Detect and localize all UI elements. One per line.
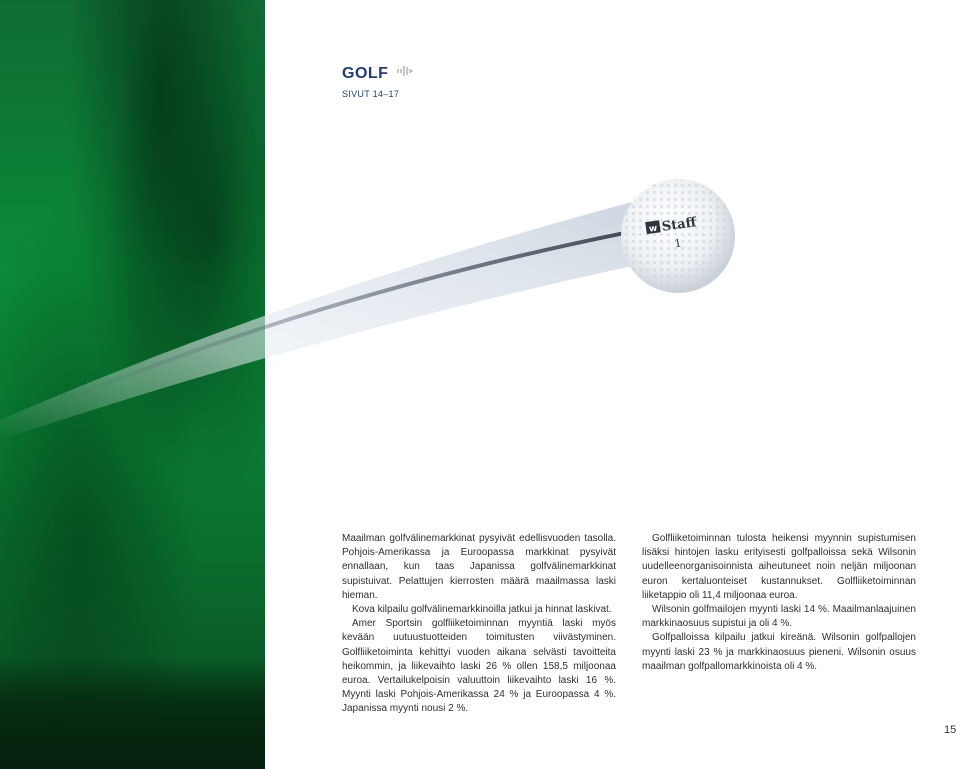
section-header — [342, 64, 413, 99]
svg-text:1: 1 — [673, 236, 683, 251]
paragraph: Golfpalloissa kilpailu jatkui kireänä. Wilsonin golfpallojen myynti laski 23 % ja markkinaosuus pieneni. Wilsonin osuus maailman golfpallomarkkinoista oli 4 %. — [642, 632, 916, 672]
paragraph: Golfliiketoiminnan tulosta heikensi myynnin supistumisen lisäksi hintojen lasku erityisesti golfpalloissa sekä Wilsonin uudelleenorganisoinnista aiheutuneet noin neljän miljoonan euron kertaluonteiset kustannukset. Golfliiketoiminnan liiketappio oli 11,4 miljoonaa euroa. — [642, 533, 916, 601]
arrow-right-icon — [397, 64, 413, 83]
motion-trail — [0, 200, 660, 440]
paragraph: Wilsonin golfmailojen myynti laski 14 %. Maailmanlaajuinen markkinaosuus supistui ja oli 4 %. — [642, 604, 916, 630]
right-text-column — [642, 532, 916, 674]
paragraph: Kova kilpailu golfvälinemarkkinoilla jatkui ja hinnat laskivat. — [352, 604, 612, 616]
grass-silhouette — [0, 659, 265, 769]
pages-label: SIVUT 14–17 — [342, 89, 400, 99]
page-number: 15 — [944, 724, 957, 736]
left-text-column — [342, 532, 616, 717]
section-title: GOLF — [342, 64, 389, 82]
svg-text:w: w — [648, 223, 659, 235]
paragraph: Maailman golfvälinemarkkinat pysyivät edellisvuoden tasolla. Pohjois-Amerikassa ja Euroopassa markkinat pysyivät ennallaan, kun taas Japanissa golfvälinemarkkinat supistuivat. Pelattujen kierrosten määrä maailmassa laski hieman. — [342, 533, 616, 601]
svg-text:Staff: Staff — [661, 215, 698, 235]
paragraph: Amer Sportsin golfliiketoiminnan myyntiä laski myös kevään uutuustuotteiden toimitusten viivästyminen. Golfliiketoiminta kehittyi vuoden aikana selvästi tavoitteita heikommin, ja liikevaihto laski 26 % ollen 158,5 miljoonaa euroa. Vertailukelpoisin valuuttoin liikevaihto laski 16 %. Myynti laski Pohjois-Amerikassa 24 % ja Euroopassa 4 %. Japanissa myynti nousi 2 %. — [342, 618, 616, 715]
